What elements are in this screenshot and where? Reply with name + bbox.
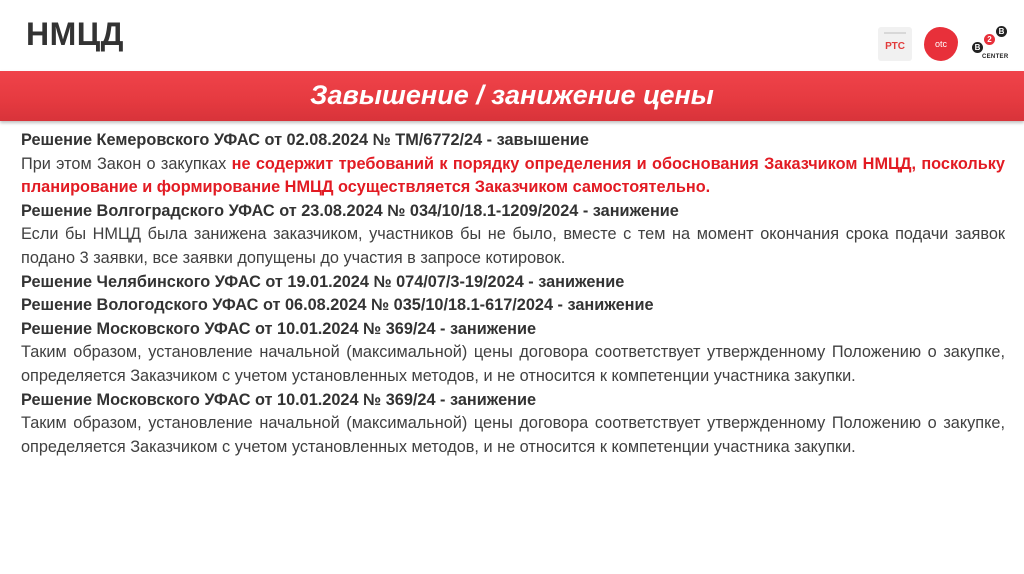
decision-text-6: Таким образом, установление начальной (максимальной) цены договора соответствует утвержденному Положению о закупке, определяется Заказчиком с учетом установленных методов, и не относится к компетенции участника закупки.: [21, 414, 1005, 456]
decision-heading-4: Решение Вологодского УФАС от 06.08.2024 № 035/10/18.1-617/2024 - занижение: [21, 296, 654, 315]
decision-text-1: [21, 153, 1005, 200]
decision-text-1-highlight: не содержит требований к порядку определения и обоснования Заказчиком НМЦД, поскольку планирование и формирование НМЦД осуществляется Заказчиком самостоятельно.: [21, 154, 1005, 197]
decision-heading-3: Решение Челябинского УФАС от 19.01.2024 № 074/07/3-19/2024 - занижение: [21, 272, 625, 291]
decision-heading-1: Решение Кемеровского УФАС от 02.08.2024 № ТМ/6772/24 - завышение: [21, 131, 589, 149]
rts-logo-caption-line: [884, 32, 906, 34]
b2b-logo-digit-2: 2: [984, 34, 995, 45]
decision-text-5: Таким образом, установление начальной (максимальной) цены договора соответствует утвержденному Положению о закупке, определяется Заказчиком с учетом установленных методов, и не относится к компетенции участника закупки.: [21, 343, 1005, 385]
section-title: Завышение / занижение цены: [310, 80, 714, 110]
decision-text-2: Если бы НМЦД была занижена заказчиком, участников бы не было, вместе с тем на момент окончания срока подачи заявок подано 3 заявки, все заявки допущены до участия в запросе котировок.: [21, 225, 1005, 267]
decision-heading-2: Решение Волгоградского УФАС от 23.08.2024 № 034/10/18.1-1209/2024 - занижение: [21, 201, 679, 220]
decision-heading-6: Решение Московского УФАС от 10.01.2024 № 369/24 - занижение: [21, 390, 537, 409]
otc-logo: [924, 27, 958, 61]
rts-logo-text: РТС: [885, 41, 905, 52]
partner-logos: [878, 24, 1010, 64]
b2b-logo-caption: CENTER: [982, 54, 1009, 60]
content-body: [21, 129, 1005, 459]
b2b-logo-digit-1: B: [972, 42, 983, 53]
rts-logo: [878, 27, 912, 61]
b2b-center-logo: [970, 24, 1010, 64]
decision-heading-5: Решение Московского УФАС от 10.01.2024 № 369/24 - занижение: [21, 319, 537, 338]
page-title: НМЦД: [26, 16, 124, 52]
decision-text-1-prefix: При этом Закон о закупках: [21, 154, 232, 173]
otc-logo-text: otc: [934, 39, 947, 49]
b2b-logo-digit-3: B: [996, 26, 1007, 37]
section-banner: [0, 71, 1024, 121]
